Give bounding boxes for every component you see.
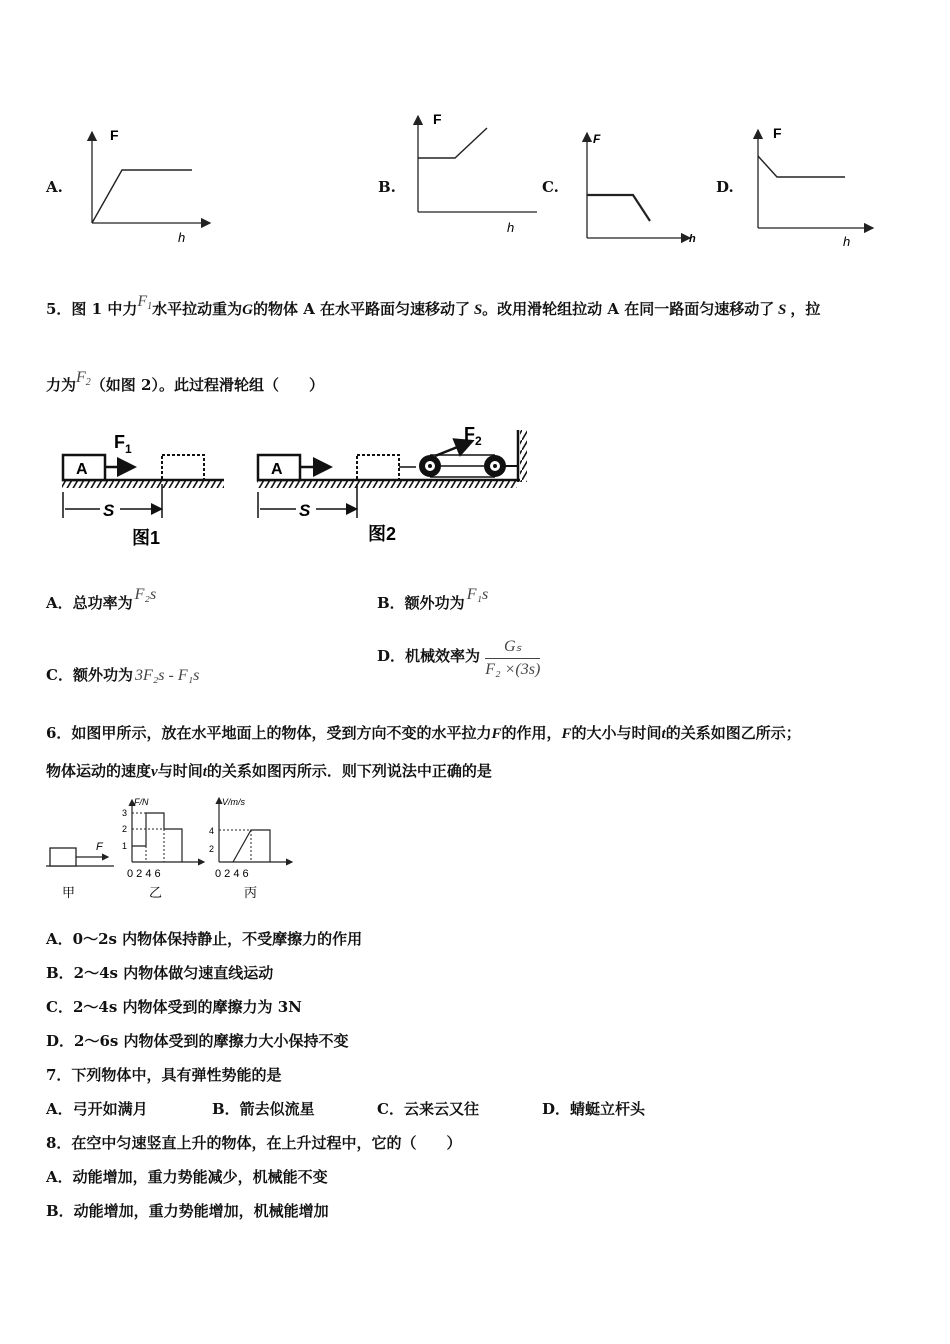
svg-text:0 2 4 6: 0 2 4 6 <box>215 868 249 880</box>
graph-a-ylabel: F <box>110 127 119 143</box>
graph-d-ylabel: F <box>773 125 782 141</box>
q5-option-b[interactable]: B．额外功为 F₁s <box>377 586 489 612</box>
svg-text:S: S <box>103 501 115 520</box>
q5-stem-line1: 5．图 1 中力$F_1$水平拉动重为G的物体 A 在水平路面匀速移动了 S。改用滑轮组拉动 A 在同一路面匀速移动了 S ，拉 <box>46 293 821 318</box>
q8-stem: 8．在空中匀速竖直上升的物体，在上升过程中，它的（ ） <box>46 1134 462 1152</box>
efficiency-fraction: $\frac{\text{Gₛ}}{\text{F₂ ×(3s)}}$ <box>485 638 541 678</box>
svg-text:A: A <box>271 461 283 478</box>
q8-option-a[interactable]: A．动能增加，重力势能减少，机械能不变 <box>46 1168 328 1186</box>
svg-text:V/m/s: V/m/s <box>222 797 246 807</box>
q5-stem-line2: 力为$F_2$（如图 2）。此过程滑轮组（ ） <box>46 369 324 394</box>
q7-stem: 7．下列物体中，具有弹性势能的是 <box>46 1066 282 1084</box>
graph-c-ylabel: F <box>593 132 601 146</box>
graph-option-d <box>745 120 880 250</box>
graph-option-c-label[interactable]: C. <box>542 178 559 196</box>
graph-d-xlabel: h <box>843 234 851 249</box>
fig2-f2-label: $F_2$ <box>464 424 482 448</box>
graph-option-a <box>80 120 220 250</box>
svg-text:F/N: F/N <box>134 797 149 807</box>
fig1-f1-label: $F_1$ <box>114 432 132 456</box>
svg-text:2: 2 <box>122 824 128 834</box>
svg-text:F: F <box>96 841 103 853</box>
q6-figure <box>44 790 304 905</box>
q6-stem-line2: 物体运动的速度v与时间t的关系如图丙所示．则下列说法中正确的是 <box>46 762 492 780</box>
graph-option-d-label[interactable]: D. <box>716 178 734 196</box>
graph-option-b <box>405 108 545 238</box>
svg-text:1: 1 <box>122 841 128 851</box>
bing-caption: 丙 <box>244 885 258 900</box>
q7-option-c[interactable]: C．云来云又往 <box>377 1100 479 1118</box>
graph-option-c <box>575 125 705 250</box>
graph-a-xlabel: h <box>178 230 186 245</box>
svg-text:4: 4 <box>209 826 215 836</box>
q8-option-b[interactable]: B．动能增加，重力势能增加，机械能增加 <box>46 1202 329 1220</box>
q7-option-b[interactable]: B．箭去似流星 <box>212 1100 315 1118</box>
svg-text:3: 3 <box>122 808 128 818</box>
svg-text:0 2 4 6: 0 2 4 6 <box>127 868 161 880</box>
svg-text:A: A <box>76 461 88 478</box>
graph-c-xlabel: h <box>689 233 696 245</box>
svg-text:S: S <box>299 501 311 520</box>
q6-option-d[interactable]: D．2～6s 内物体受到的摩擦力大小保持不变 <box>46 1032 349 1050</box>
q6-option-a[interactable]: A．0～2s 内物体保持静止，不受摩擦力的作用 <box>46 930 363 948</box>
yi-caption: 乙 <box>149 885 163 900</box>
q5-option-a[interactable]: A．总功率为 F₂s <box>46 586 157 612</box>
jia-caption: 甲 <box>62 885 76 900</box>
q5-option-c[interactable]: C．额外功为 3F₂s - F₁s <box>46 666 200 684</box>
q5-figure <box>60 420 535 550</box>
fig1-caption: 图1 <box>132 528 161 548</box>
fig2-caption: 图2 <box>368 524 397 544</box>
svg-text:2: 2 <box>209 844 215 854</box>
q6-option-b[interactable]: B．2～4s 内物体做匀速直线运动 <box>46 964 274 982</box>
graph-option-b-label[interactable]: B. <box>378 178 396 196</box>
graph-b-xlabel: h <box>507 220 515 235</box>
graph-option-a-label[interactable]: A. <box>46 178 63 196</box>
q7-option-a[interactable]: A．弓开如满月 <box>46 1100 148 1118</box>
q6-option-c[interactable]: C．2～4s 内物体受到的摩擦力为 3N <box>46 998 302 1016</box>
q7-option-d[interactable]: D．蜻蜓立杆头 <box>542 1100 646 1118</box>
q6-stem-line1: 6．如图甲所示，放在水平地面上的物体，受到方向不变的水平拉力F的作用，F的大小与时间t的关系如图乙所示； <box>46 724 801 742</box>
graph-b-ylabel: F <box>433 111 442 127</box>
q5-option-d[interactable]: D．机械效率为 $\frac{\text{Gₛ}}{\text{F₂ ×(3s)}}$ <box>377 638 541 678</box>
